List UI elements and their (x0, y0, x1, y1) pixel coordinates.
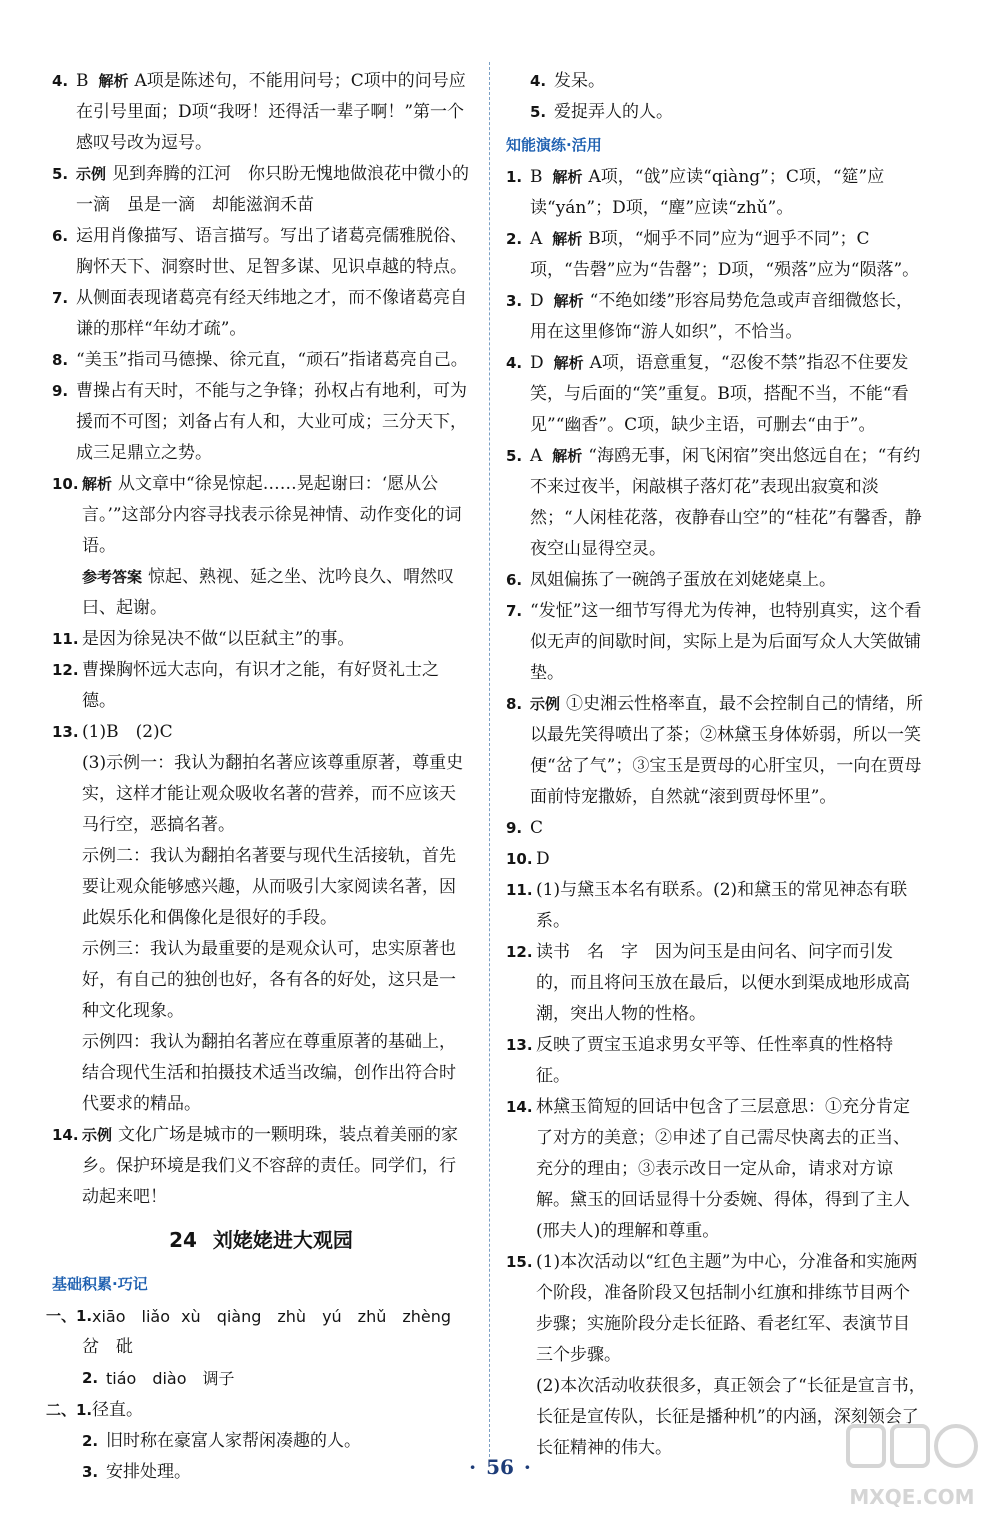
item-number: 11. (506, 881, 533, 899)
answer-text: (1)B (2)C (82, 722, 173, 742)
item-number: 1. (506, 168, 523, 186)
item-number: 12. (506, 943, 533, 961)
answer-list-top (52, 66, 470, 469)
left-column (46, 66, 470, 1488)
continued-items (506, 66, 926, 128)
analysis-label: 解析 (553, 354, 584, 372)
answer-text: 径直。 (92, 1400, 143, 1420)
item-number: 2. (82, 1369, 99, 1387)
analysis-text: A项，“戗”应读“qiàng”；C项，“筵”应读“yán”；D项，“麈”应读“zhǔ”。 (530, 167, 885, 218)
item-number: 二、1. (46, 1401, 93, 1419)
page-number-dot: · (523, 1455, 531, 1479)
item-number: 一、1. (46, 1307, 93, 1325)
item-number: 3. (506, 292, 523, 310)
example-paragraph: 示例三：我认为最重要的是观众认可，忠实原著也好，有自己的独创也好，各有各的好处，这只是一种文化现象。 (82, 939, 456, 1021)
pinyin-answers: xiāo liǎo xù qiàng zhù yú zhǔ zhèng (92, 1307, 452, 1326)
item-number: 15. (506, 1253, 533, 1271)
answer-text: 安排处理。 (106, 1462, 191, 1482)
reference-answer-text: 惊起、熟视、延之坐、沈吟良久、喟然叹曰、起谢。 (82, 567, 455, 618)
item-number: 10. (506, 850, 533, 868)
item-number: 6. (506, 571, 523, 589)
answer-item (52, 655, 470, 717)
analysis-text: “海鸥无事，闲飞闲宿”突出悠远自在；“有约不来过夜半，闲敲棋子落灯花”表现出寂寞和淡然；“人闲桂花落，夜静春山空”的“桂花”有馨香，静夜空山显得空灵。 (530, 446, 922, 559)
analysis-label: 解析 (552, 230, 583, 248)
item-number: 4. (506, 354, 523, 372)
example-label: 示例 (82, 1126, 113, 1144)
answer-item (506, 1092, 926, 1247)
analysis-text: 从文章中“徐晃惊起……晃起谢曰：‘愿从公言。’”这部分内容寻找表示徐晃神情、动作变化的词语。 (82, 474, 462, 556)
answer-text: ①史湘云性格率直，最不会控制自己的情绪，所以最先笑得喷出了茶；②林黛玉身体娇弱，所以一笑便“岔了气”；③宝玉是贾母的心肝宝贝，一向在贾母面前恃宠撒娇，自然就“滚到贾母怀里”。 (530, 694, 924, 807)
answer-choice: D (530, 353, 544, 373)
answer-item (506, 286, 926, 348)
analysis-label: 解析 (553, 292, 584, 310)
answer-item-8 (506, 689, 926, 813)
reference-answer-label: 参考答案 (82, 568, 143, 586)
answer-item (530, 66, 926, 97)
answer-text: 反映了贾宝玉追求男女平等、任性率真的性格特征。 (536, 1035, 893, 1086)
example-label: 示例 (530, 695, 561, 713)
answer-item (506, 813, 926, 844)
answer-text: C (530, 818, 544, 838)
item-number: 8. (506, 695, 523, 713)
answer-item (52, 221, 470, 283)
analysis-label: 解析 (552, 447, 583, 465)
answer-item (506, 875, 926, 937)
answer-text: 读书 名 字 因为问玉是由问名、问字而引发的，而且将问玉放在最后，以便水到渠成地形成高潮，突出人物的性格。 (536, 942, 910, 1024)
answer-item (52, 376, 470, 469)
answer-text: 是因为徐晃决不做“以臣弑主”的事。 (82, 629, 355, 649)
answer-choice: A (530, 229, 543, 249)
chapter-title: 刘姥姥进大观园 (212, 1228, 353, 1252)
answer-item (52, 66, 470, 159)
item-number: 4. (52, 72, 69, 90)
answer-item (82, 1426, 470, 1457)
item-number: 4. (530, 72, 547, 90)
answer-item (506, 844, 926, 875)
answer-text: 文化广场是城市的一颗明珠，装点着美丽的家乡。保护环境是我们义不容辞的责任。同学们，行动起来吧！ (82, 1125, 459, 1207)
analysis-text: B项，“炯乎不同”应为“迥乎不同”；C项，“告磬”应为“告罄”；D项，“殒落”应为“陨落”。 (530, 229, 920, 280)
answer-item-14 (52, 1120, 470, 1213)
answer-item-10 (52, 469, 470, 624)
answer-item (506, 596, 926, 689)
item-number: 7. (506, 602, 523, 620)
answer-list-mid (506, 162, 926, 1464)
answer-text: 林黛玉简短的回话中包含了三层意思：①充分肯定了对方的美意；②申述了自己需尽快离去的正当、充分的理由；③表示改日一定从命，请求对方谅解。黛玉的回话显得十分委婉、得体，得到了主人(邢夫人)的理解和尊重。 (536, 1097, 910, 1241)
analysis-label: 解析 (98, 72, 129, 90)
right-column (506, 66, 926, 1464)
answer-text: 旧时称在豪富人家帮闲凑趣的人。 (106, 1431, 361, 1451)
page-number-value: 56 (486, 1455, 514, 1479)
item-number: 7. (52, 289, 69, 307)
answer-item (506, 348, 926, 441)
analysis-label: 解析 (552, 168, 583, 186)
item-number: 13. (506, 1036, 533, 1054)
answer-item (506, 937, 926, 1030)
answer-item (52, 345, 470, 376)
page-number-dot: · (469, 1455, 477, 1479)
answer-text: 爱捉弄人的人。 (554, 102, 673, 122)
answer-item (506, 441, 926, 565)
answer-text: 见到奔腾的江河 你只盼无愧地做浪花中微小的一滴 虽是一滴 却能滋润禾苗 (76, 164, 470, 215)
item-number: 14. (52, 1126, 79, 1144)
answer-item (530, 97, 926, 128)
answer-text: 运用肖像描写、语言描写。写出了诸葛亮儒雅脱俗、胸怀天下、洞察时世、足智多谋、见识卓越的特点。 (76, 226, 467, 277)
answer-item (506, 565, 926, 596)
answer-text: 从侧面表现诸葛亮有经天纬地之才，而不像诸葛亮自谦的那样“年幼才疏”。 (76, 288, 467, 339)
answer-item (52, 283, 470, 345)
answer-choice: D (530, 291, 544, 311)
section-heading: 基础积累·巧记 (52, 1275, 148, 1293)
answer-text: (1)与黛玉本名有联系。(2)和黛玉的常见神态有联系。 (536, 880, 908, 931)
example-paragraph: 示例二：我认为翻拍名著要与现代生活接轨，首先要让观众能够感兴趣，从而吸引大家阅读名著，因此娱乐化和偶像化是很好的手段。 (82, 846, 456, 928)
example-paragraph: (3)示例一：我认为翻拍名著应该尊重原著，尊重史实，这样才能让观众吸收名著的营养，而不应该天马行空，恶搞名著。 (82, 753, 464, 835)
answer-text: D (536, 849, 550, 869)
answer-paragraph: (2)本次活动收获很多，真正领会了“长征是宣言书，长征是宣传队，长征是播种机”的内涵，深刻领会了长征精神的伟大。 (536, 1376, 926, 1458)
answer-choice: B (76, 71, 89, 91)
analysis-text: A项是陈述句，不能用问号；C项中的问号应在引号里面；D项“我呀！还得活一辈子啊！”第一个感叹号改为逗号。 (76, 71, 466, 153)
answer-text: “发怔”这一细节写得尤为传神，也特别真实，这个看似无声的间歇时间，实际上是为后面写众人大笑做铺垫。 (530, 601, 922, 683)
answer-text: “美玉”指司马德操、徐元直，“顽石”指诸葛亮自己。 (76, 350, 468, 370)
item-number: 5. (52, 165, 69, 183)
pinyin-group (46, 1301, 470, 1395)
watermark-logo-icon (842, 1418, 982, 1518)
item-number: 13. (52, 723, 79, 741)
chapter-heading (52, 1225, 470, 1255)
answer-item (506, 1030, 926, 1092)
item-number: 9. (52, 382, 69, 400)
analysis-label: 解析 (82, 475, 113, 493)
answer-paragraph: (1)本次活动以“红色主题”为中心，分准备和实施两个阶段，准备阶段又包括制小红旗和排练节目两个步骤；实施阶段分走长征路、看老红军、表演节目三个步骤。 (536, 1252, 918, 1365)
watermark-logo (842, 1418, 982, 1518)
section-heading: 知能演练·活用 (506, 136, 602, 154)
item-number: 2. (82, 1432, 99, 1450)
answer-text: 曹操占有天时，不能与之争锋；孙权占有地利，可为援而不可图；刘备占有人和，大业可成；三分天下，成三足鼎立之势。 (76, 381, 467, 463)
item-number: 3. (82, 1463, 99, 1481)
answer-item-13 (52, 717, 470, 1120)
answer-choice: B (530, 167, 543, 187)
analysis-text: “不绝如缕”形容局势危急或声音细微悠长，用在这里修饰“游人如织”，不恰当。 (530, 291, 914, 342)
item-number: 2. (506, 230, 523, 248)
answer-item (52, 159, 470, 221)
item-number: 5. (506, 447, 523, 465)
item-number: 6. (52, 227, 69, 245)
item-number: 9. (506, 819, 523, 837)
column-divider (489, 62, 490, 1457)
answer-text: 发呆。 (554, 71, 605, 91)
item-number: 12. (52, 661, 79, 679)
example-label: 示例 (76, 165, 107, 183)
answer-text: 曹操胸怀远大志向，有识才之能，有好贤礼士之德。 (82, 660, 439, 711)
answer-item (82, 1363, 470, 1395)
example-paragraph: 示例四：我认为翻拍名著应在尊重原著的基础上，结合现代生活和拍摄技术适当改编，创作出符合时代要求的精品。 (82, 1032, 456, 1114)
answer-text: 凤姐偏拣了一碗鸽子蛋放在刘姥姥桌上。 (530, 570, 836, 590)
item-number: 11. (52, 630, 79, 648)
analysis-text: A项，语意重复，“忍俊不禁”指忍不住要发笑，与后面的“笑”重复。B项，搭配不当，不能“看见”“幽香”。C项，缺少主语，可删去“由于”。 (530, 353, 909, 435)
character-answers: 岔 砒 (82, 1337, 133, 1357)
answer-item (506, 224, 926, 286)
answer-item (506, 162, 926, 224)
pinyin-answers: tiáo diào 调子 (106, 1369, 235, 1388)
item-number: 10. (52, 475, 79, 493)
item-number: 5. (530, 103, 547, 121)
chapter-number: 24 (169, 1228, 197, 1252)
answer-choice: A (530, 446, 543, 466)
item-number: 8. (52, 351, 69, 369)
watermark-text: MXQE.COM (849, 1485, 975, 1509)
item-number: 14. (506, 1098, 533, 1116)
answer-item (52, 624, 470, 655)
